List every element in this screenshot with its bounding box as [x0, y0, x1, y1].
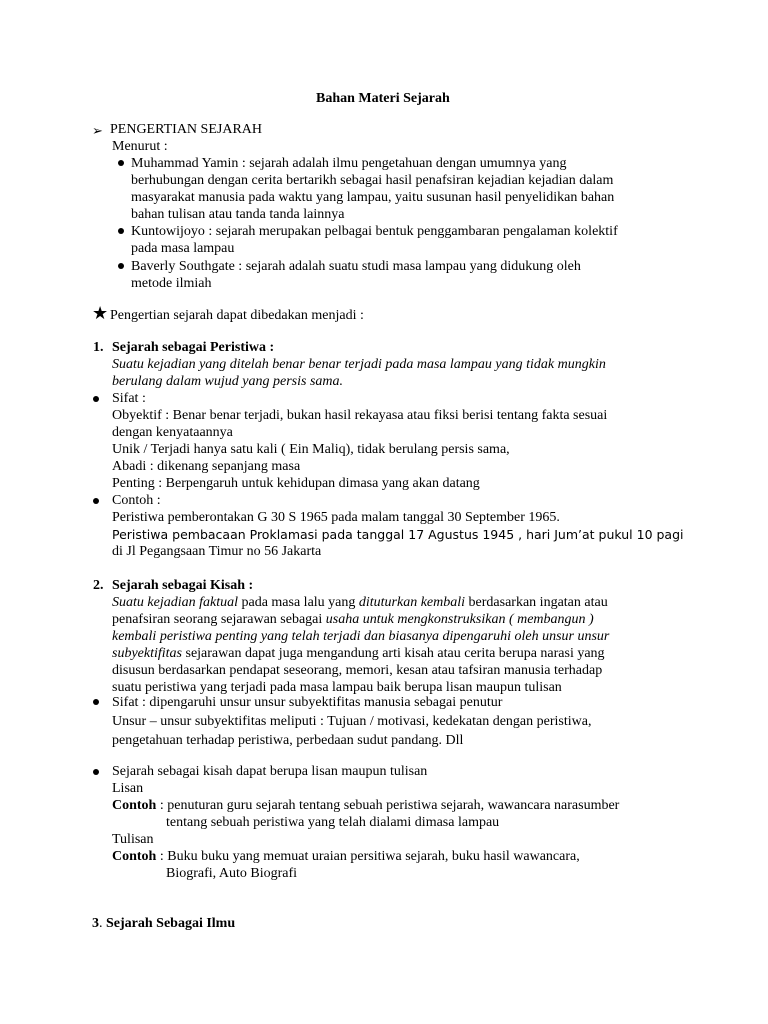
definition-yamin-line: masyarakat manusia pada waktu yang lampau, yaitu susunan hasil penyelidikan bahan — [131, 190, 615, 205]
definition-yamin-line: berhubungan dengan cerita bertarikh sebagai hasil penafsiran kejadian kejadian dalam — [131, 173, 614, 188]
definition-yamin-line: Muhammad Yamin : sejarah adalah ilmu pengetahuan dengan umumnya yang — [131, 156, 567, 171]
kisah-def-text: pada masa lalu yang — [237, 595, 359, 610]
lisan-label: Lisan — [112, 781, 144, 796]
item-number: 3 — [92, 916, 99, 931]
kisah-definition-line — [112, 594, 608, 611]
kisah-def-italic: usaha untuk mengkonstruksikan ( membangun ) — [325, 612, 594, 627]
menurut-label: Menurut : — [112, 139, 168, 154]
arrow-bullet-icon: ➢ — [92, 123, 103, 138]
sifat-line: Unik / Terjadi hanya satu kali ( Ein Maliq), tidak berulang persis sama, — [112, 442, 510, 457]
page-title: Bahan Materi Sejarah — [316, 91, 450, 106]
sifat-line: Obyektif : Benar benar terjadi, bukan hasil rekayasa atau fiksi berisi tentang fakta sesuai — [112, 408, 608, 423]
contoh-bold-label: Contoh — [112, 798, 157, 813]
contoh-line: di Jl Pegangsaan Timur no 56 Jakarta — [112, 544, 322, 559]
pengertian-intro: Pengertian sejarah dapat dibedakan menjadi : — [110, 308, 364, 323]
definition-kuntowijoyo-line: pada masa lampau — [131, 241, 235, 256]
sifat-line: Penting : Berpengaruh untuk kehidupan dimasa yang akan datang — [112, 476, 480, 491]
kisah-sifat: Sifat : dipengaruhi unsur unsur subyektifitas manusia sebagai penutur — [112, 695, 503, 710]
kisah-definition-line: suatu peristiwa yang terjadi pada masa lampau baik berupa lisan maupun tulisan — [112, 680, 562, 695]
kisah-def-text: sejarawan dapat juga mengandung arti kisah atau cerita berupa narasi yang — [182, 646, 605, 661]
bullet-icon — [93, 498, 99, 504]
kisah-definition-line: disusun berdasarkan pendapat seseorang, memori, kesan atau tafsiran manusia terhadap — [112, 663, 603, 678]
star-icon: ★ — [92, 303, 109, 323]
tulisan-contoh-line — [112, 848, 580, 865]
unsur-line: Unsur – unsur subyektifitas meliputi : Tujuan / motivasi, kedekatan dengan peristiwa, — [112, 714, 592, 729]
section-heading: PENGERTIAN SEJARAH — [110, 122, 262, 137]
kisah-def-text: penafsiran seorang sejarawan sebagai — [112, 612, 326, 627]
kisah-def-text: berdasarkan ingatan atau — [465, 595, 608, 610]
definition-southgate-line: Baverly Southgate : sejarah adalah suatu studi masa lampau yang didukung oleh — [131, 259, 581, 274]
kisah-forms: Sejarah sebagai kisah dapat berupa lisan maupun tulisan — [112, 764, 428, 779]
item-number: 1. — [93, 340, 104, 355]
definition-kuntowijoyo-line: Kuntowijoyo : sejarah merupakan pelbagai bentuk penggambaran pengalaman kolektif — [131, 224, 618, 239]
contoh-line: Peristiwa pembacaan Proklamasi pada tanggal 17 Agustus 1945 , hari Jum’at pukul 10 pagi — [112, 527, 684, 542]
kisah-definition-line: kembali peristiwa penting yang telah terjadi dan biasanya dipengaruhi oleh unsur unsur — [112, 629, 610, 644]
tulisan-contoh-line: Biografi, Auto Biografi — [166, 866, 298, 881]
kisah-def-italic: subyektifitas — [112, 646, 182, 661]
item-number-dot: . — [99, 916, 103, 931]
definition-yamin-line: bahan tulisan atau tanda tanda lainnya — [131, 207, 345, 222]
kisah-definition-line — [112, 611, 594, 628]
tulisan-label: Tulisan — [112, 832, 154, 847]
ilmu-heading: Sejarah Sebagai Ilmu — [106, 916, 236, 931]
tulisan-contoh-text: : Buku buku yang memuat uraian persitiwa sejarah, buku hasil wawancara, — [156, 849, 580, 864]
lisan-contoh-line: tentang sebuah peristiwa yang telah dialami dimasa lampau — [166, 815, 500, 830]
peristiwa-definition-line: berulang dalam wujud yang persis sama. — [112, 374, 343, 389]
kisah-heading: Sejarah sebagai Kisah : — [112, 578, 254, 593]
peristiwa-heading: Sejarah sebagai Peristiwa : — [112, 340, 275, 355]
bullet-icon — [118, 228, 124, 234]
definition-southgate-line: metode ilmiah — [131, 276, 212, 291]
peristiwa-definition-line: Suatu kejadian yang ditelah benar benar terjadi pada masa lampau yang tidak mungkin — [112, 357, 606, 372]
contoh-bold-label: Contoh — [112, 849, 157, 864]
sifat-line: Abadi : dikenang sepanjang masa — [112, 459, 301, 474]
bullet-icon — [93, 699, 99, 705]
bullet-icon — [118, 160, 124, 166]
unsur-line: pengetahuan terhadap peristiwa, perbedaan sudut pandang. Dll — [112, 733, 464, 748]
bullet-icon — [118, 263, 124, 269]
kisah-def-italic: dituturkan kembali — [358, 595, 466, 610]
kisah-definition-line — [112, 645, 605, 662]
kisah-def-italic: Suatu kejadian faktual — [112, 595, 238, 610]
item-number: 2. — [93, 578, 104, 593]
sifat-line: dengan kenyataannya — [112, 425, 233, 440]
sifat-label: Sifat : — [112, 391, 146, 406]
lisan-contoh-text: : penuturan guru sejarah tentang sebuah peristiwa sejarah, wawancara narasumber — [156, 798, 620, 813]
bullet-icon — [93, 396, 99, 402]
bullet-icon — [93, 769, 99, 775]
lisan-contoh-line — [112, 797, 619, 814]
ilmu-heading-line — [92, 915, 235, 932]
contoh-label: Contoh : — [112, 493, 161, 508]
contoh-line: Peristiwa pemberontakan G 30 S 1965 pada malam tanggal 30 September 1965. — [112, 510, 560, 525]
